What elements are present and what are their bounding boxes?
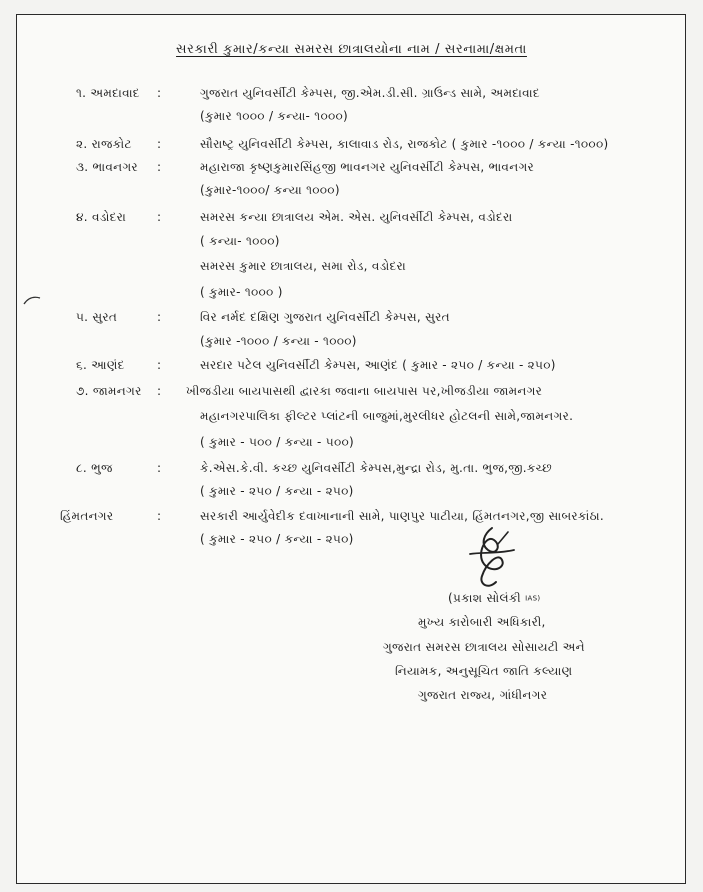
colon: : (157, 509, 162, 523)
capacity-jamnagar: ( કુમાર - ૫૦૦ / કન્યા - ૫૦૦) (200, 435, 354, 449)
city-bhuj: ૮. ભુજ (76, 461, 113, 475)
colon: : (157, 137, 162, 151)
colon: : (157, 358, 162, 372)
address-vadodara-girls: સમરસ કન્યા છાત્રાલય એમ. એસ. યુનિવર્સીટી કેમ્પસ, વડોદરા (200, 210, 513, 224)
address-anand: સરદાર પટેલ યુનિવર્સીટી કેમ્પસ, આણંદ ( કુમાર - ૨૫૦ / કન્યા - ૨૫૦) (200, 358, 556, 372)
signatory-designation-3: નિયામક, અનુસૂચિત જાતિ કલ્યાણ (395, 664, 573, 678)
signatory-ias: IAS) (525, 594, 541, 603)
address-vadodara-boys: સમરસ કુમાર છાત્રાલય, સમા રોડ, વડોદરા (200, 259, 406, 273)
address-jamnagar-line2: મહાનગરપાલિકા ફીલ્ટર પ્લાંટની બાજુમાં,મુરલીધર હોટલની સામે,જામનગર. (200, 409, 574, 423)
signatory-name-line (448, 591, 540, 606)
colon: : (157, 160, 162, 174)
address-ahmedabad: ગુજરાત યુનિવર્સીટી કેમ્પસ, જી.એમ.ડી.સી. ગ્રાઉન્ડ સામે, અમદાવાદ (200, 86, 540, 100)
capacity-himmatnagar: ( કુમાર - ૨૫૦ / કન્યા - ૨૫૦) (200, 532, 354, 546)
city-ahmedabad: ૧. અમદાવાદ (76, 86, 140, 100)
signatory-designation-2: ગુજરાત સમરસ છાત્રાલય સોસાયટી અને (383, 640, 585, 654)
address-bhuj: કે.એસ.કે.વી. કચ્છ યુનિવર્સીટી કેમ્પસ,મુન્દ્રા રોડ, મુ.તા. ભુજ,જી.કચ્છ (200, 461, 552, 475)
capacity-bhavnagar: (કુમાર-૧૦૦૦/ કન્યા ૧૦૦૦) (200, 183, 340, 197)
city-himmatnagar: હિંમતનગર (60, 509, 114, 523)
city-jamnagar: ૭. જામનગર (76, 384, 142, 398)
colon: : (157, 461, 162, 475)
city-surat: ૫. સુરત (76, 310, 118, 324)
document-title (0, 42, 703, 57)
city-vadodara: ૪. વડોદરા (76, 210, 127, 224)
colon: : (157, 210, 162, 224)
address-himmatnagar: સરકારી આર્યુવેદીક દવાખાનાની સામે, પાણપુર પાટીયા, હિંમતનગર,જી સાબરકાંઠા. (200, 509, 604, 523)
capacity-bhuj: ( કુમાર - ૨૫૦ / કન્યા - ૨૫૦) (200, 484, 354, 498)
signatory-designation-4: ગુજરાત રાજ્ય, ગાંધીનગર (418, 688, 548, 702)
signatory-name: (પ્રકાશ સોલંકી (448, 591, 522, 605)
capacity-vadodara-boys: ( કુમાર- ૧૦૦૦ ) (200, 285, 283, 299)
document-title-text: સરકારી કુમાર/કન્યા સમરસ છાત્રાલયોના નામ / સરનામા/ક્ષમતા (176, 42, 527, 57)
capacity-vadodara-girls: ( કન્યા- ૧૦૦૦) (200, 234, 280, 248)
capacity-ahmedabad: (કુમાર ૧૦૦૦ / કન્યા- ૧૦૦૦) (200, 109, 349, 123)
handwritten-signature (462, 524, 522, 594)
address-surat: વિર નર્મદ દક્ષિણ ગુજરાત યુનિવર્સીટી કેમ્પસ, સુરત (200, 310, 450, 324)
signatory-designation-1: મુખ્ય કારોબારી અધિકારી, (418, 615, 546, 629)
capacity-surat: (કુમાર -૧૦૦૦ / કન્યા - ૧૦૦૦) (200, 334, 357, 348)
city-bhavnagar: ૩. ભાવનગર (76, 160, 138, 174)
punch-mark (22, 294, 42, 306)
address-bhavnagar: મહારાજા કૃષ્ણકુમારસિંહજી ભાવનગર યુનિવર્સીટી કેમ્પસ, ભાવનગર (200, 160, 535, 174)
city-anand: ૬. આણંદ (76, 358, 125, 372)
city-rajkot: ૨. રાજકોટ (76, 137, 132, 151)
colon: : (157, 384, 162, 398)
colon: : (157, 310, 162, 324)
address-rajkot: સૌરાષ્ટ્ર યુનિવર્સીટી કેમ્પસ, કાલાવાડ રોડ, રાજકોટ ( કુમાર -૧૦૦૦ / કન્યા -૧૦૦૦) (200, 137, 609, 151)
address-jamnagar-line1: ખીજડીયા બાયપાસથી દ્વારકા જવાના બાયપાસ પર,ખીજડીયા જામનગર (186, 384, 543, 398)
colon: : (157, 86, 162, 100)
